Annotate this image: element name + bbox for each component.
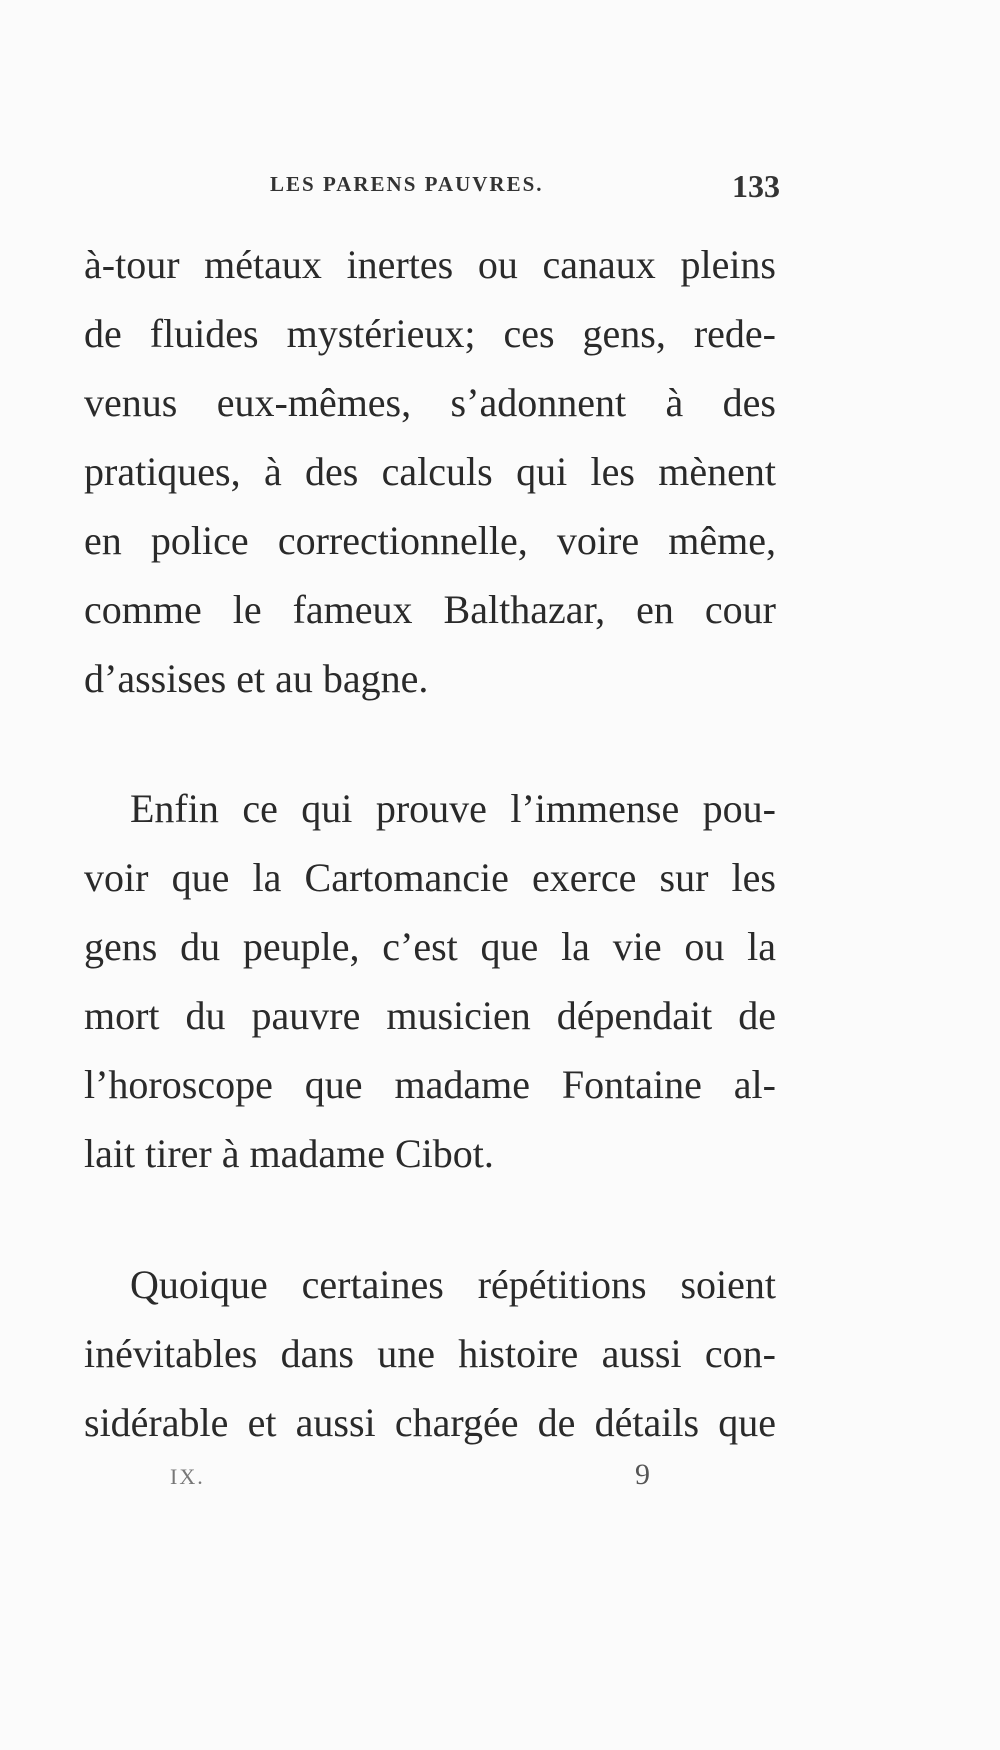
text-line: venus eux-mêmes, s’adonnent à des [84, 380, 776, 425]
running-title: LES PARENS PAUVRES. [270, 172, 544, 196]
paragraph-continuation [84, 230, 776, 713]
text-line: comme le fameux Balthazar, en cour [84, 587, 776, 632]
text-line: de fluides mystérieux; ces gens, rede- [84, 311, 776, 356]
gathering-number: 9 [635, 1458, 650, 1491]
text-line: voir que la Cartomancie exerce sur les [84, 855, 776, 900]
text-line: lait tirer à madame Cibot. [84, 1131, 494, 1176]
text-line: Quoique certaines répétitions soient [130, 1262, 776, 1307]
text-line: inévitables dans une histoire aussi con- [84, 1331, 776, 1376]
text-line: d’assises et au bagne. [84, 656, 429, 701]
text-line: mort du pauvre musicien dépendait de [84, 993, 776, 1038]
volume-signature: IX. [170, 1464, 205, 1489]
page-number: 133 [732, 168, 780, 204]
text-line: en police correctionnelle, voire même, [84, 518, 776, 563]
page-footer [170, 1458, 650, 1498]
text-line: pratiques, à des calculs qui les mènent [84, 449, 776, 494]
text-line: Enfin ce qui prouve l’immense pou- [130, 786, 776, 831]
text-line: gens du peuple, c’est que la vie ou la [84, 924, 776, 969]
text-line: à-tour métaux inertes ou canaux pleins [84, 242, 776, 287]
text-line: sidérable et aussi chargée de détails que [84, 1400, 776, 1445]
paragraph-cartomancie [84, 774, 776, 1188]
page-header [270, 168, 780, 208]
text-line: l’horoscope que madame Fontaine al- [84, 1062, 776, 1107]
paragraph-repetitions [84, 1250, 776, 1457]
